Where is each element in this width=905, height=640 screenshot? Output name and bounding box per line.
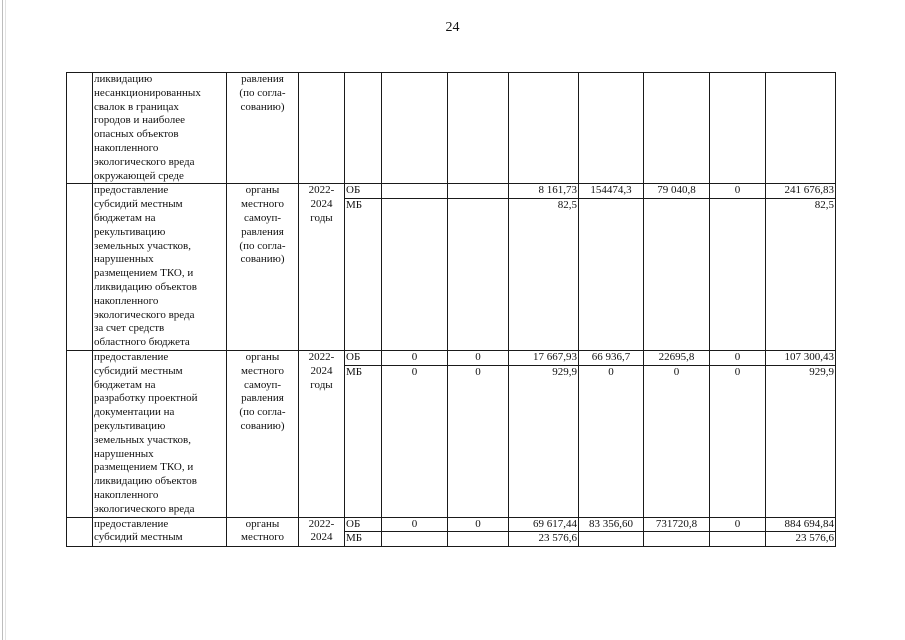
funding-source-cell: ОБ xyxy=(345,517,382,532)
measure-name-cell-line: за счет средств xyxy=(94,322,165,335)
measure-name-cell xyxy=(93,517,227,547)
amount-cell: 8 161,73 xyxy=(509,184,579,199)
table-row xyxy=(67,517,836,532)
measure-name-cell-line: экологического вреда xyxy=(94,155,195,168)
funding-source-cell: МБ xyxy=(345,199,382,351)
executor-cell-line: равления xyxy=(241,225,284,238)
amount-cell: 0 xyxy=(382,517,448,532)
amount-cell: 0 xyxy=(710,184,766,199)
empty-cell xyxy=(766,73,836,184)
measure-name-cell-line: рекультивацию xyxy=(94,419,166,432)
executor-cell-line: самоуп- xyxy=(244,378,281,391)
table-row xyxy=(67,73,836,184)
amount-cell: 731720,8 xyxy=(644,517,710,532)
page-edge-line-inner xyxy=(5,0,6,640)
period-cell-line: 2024 xyxy=(310,531,333,544)
total-amount-cell: 241 676,83 xyxy=(766,184,836,199)
total-amount-cell: 23 576,6 xyxy=(766,532,836,547)
measure-name-cell-line: документации на xyxy=(94,406,175,419)
amount-cell xyxy=(644,199,710,351)
measure-name-cell-line: земельных участков, xyxy=(94,239,191,252)
executor-cell-line: местного xyxy=(241,531,284,544)
executor-cell-line: равления xyxy=(241,392,284,405)
amount-cell: 154474,3 xyxy=(579,184,644,199)
measure-name-cell-line: ликвидацию объектов xyxy=(94,280,197,293)
amount-cell xyxy=(710,532,766,547)
amount-cell: 0 xyxy=(448,517,509,532)
empty-cell xyxy=(382,73,448,184)
measure-name-cell-line: рекультивацию xyxy=(94,225,166,238)
total-amount-cell: 107 300,43 xyxy=(766,350,836,365)
measure-name-cell-line: предоставление xyxy=(94,517,169,530)
executor-cell-line: сованию) xyxy=(240,419,285,432)
amount-cell xyxy=(382,199,448,351)
executor-cell-line: (по согла- xyxy=(239,86,286,99)
measure-name-cell xyxy=(93,73,227,184)
measure-name-cell-line: предоставление xyxy=(94,350,169,363)
measure-name-cell-line: субсидий местным xyxy=(94,198,183,211)
row-number-cell xyxy=(67,350,93,517)
executor-cell-line: органы xyxy=(245,184,280,197)
measure-name-cell-line: размещением ТКО, и xyxy=(94,461,194,474)
amount-cell: 79 040,8 xyxy=(644,184,710,199)
row-number-cell xyxy=(67,517,93,547)
empty-cell xyxy=(509,73,579,184)
page-edge-line xyxy=(2,0,3,640)
amount-cell xyxy=(382,532,448,547)
amount-cell xyxy=(448,532,509,547)
amount-cell: 69 617,44 xyxy=(509,517,579,532)
period-cell xyxy=(299,517,345,547)
amount-cell: 0 xyxy=(644,365,710,517)
period-cell-line: 2022- xyxy=(308,184,335,197)
funding-source-cell: МБ xyxy=(345,365,382,517)
amount-cell: 82,5 xyxy=(509,199,579,351)
table-row xyxy=(67,184,836,199)
measure-name-cell-line: свалок в границах xyxy=(94,100,179,113)
measure-name-cell-line: размещением ТКО, и xyxy=(94,267,194,280)
empty-cell xyxy=(644,73,710,184)
empty-cell xyxy=(448,73,509,184)
executor-cell xyxy=(227,184,299,351)
measure-name-cell-line: окружающей среде xyxy=(94,169,184,182)
period-cell-line: 2024 xyxy=(310,198,333,211)
measure-name-cell-line: предоставление xyxy=(94,184,169,197)
amount-cell: 0 xyxy=(448,350,509,365)
amount-cell xyxy=(448,184,509,199)
measure-name-cell-line: экологического вреда xyxy=(94,308,195,321)
amount-cell xyxy=(579,199,644,351)
measure-name-cell-line: разработку проектной xyxy=(94,392,198,405)
amount-cell: 0 xyxy=(710,365,766,517)
amount-cell: 22695,8 xyxy=(644,350,710,365)
executor-cell-line: сованию) xyxy=(240,253,285,266)
executor-cell-line: местного xyxy=(241,364,284,377)
amount-cell xyxy=(448,199,509,351)
measure-name-cell-line: нарушенных xyxy=(94,447,154,460)
measure-name-cell-line: накопленного xyxy=(94,141,159,154)
amount-cell xyxy=(382,184,448,199)
empty-cell xyxy=(710,73,766,184)
amount-cell xyxy=(644,532,710,547)
amount-cell: 0 xyxy=(710,517,766,532)
table-row xyxy=(67,350,836,365)
measure-name-cell-line: областного бюджета xyxy=(94,336,190,349)
funding-source-cell: ОБ xyxy=(345,184,382,199)
period-cell xyxy=(299,184,345,351)
measure-name-cell xyxy=(93,184,227,351)
executor-cell-line: (по согла- xyxy=(239,239,286,252)
executor-cell-line: местного xyxy=(241,198,284,211)
amount-cell: 83 356,60 xyxy=(579,517,644,532)
measure-name-cell-line: ликвидацию объектов xyxy=(94,475,197,488)
measure-name-cell-line: земельных участков, xyxy=(94,433,191,446)
executor-cell-line: самоуп- xyxy=(244,211,281,224)
amount-cell: 66 936,7 xyxy=(579,350,644,365)
measure-name-cell-line: экологического вреда xyxy=(94,502,195,515)
row-number-cell xyxy=(67,184,93,351)
amount-cell: 23 576,6 xyxy=(509,532,579,547)
executor-cell-line: (по согла- xyxy=(239,406,286,419)
amount-cell: 0 xyxy=(710,350,766,365)
measure-name-cell-line: накопленного xyxy=(94,488,159,501)
budget-table xyxy=(66,72,836,547)
amount-cell xyxy=(710,199,766,351)
measure-name-cell-line: опасных объектов xyxy=(94,128,179,141)
period-cell xyxy=(299,350,345,517)
amount-cell: 17 667,93 xyxy=(509,350,579,365)
measure-name-cell-line: нарушенных xyxy=(94,253,154,266)
row-number-cell xyxy=(67,73,93,184)
amount-cell: 0 xyxy=(382,365,448,517)
period-cell-line: 2022- xyxy=(308,517,335,530)
amount-cell: 0 xyxy=(448,365,509,517)
measure-name-cell-line: городов и наиболее xyxy=(94,114,185,127)
measure-name-cell-line: субсидий местным xyxy=(94,531,183,544)
funding-source-cell: МБ xyxy=(345,532,382,547)
measure-name-cell xyxy=(93,350,227,517)
funding-source-cell: ОБ xyxy=(345,350,382,365)
measure-name-cell-line: накопленного xyxy=(94,294,159,307)
period-cell-line: годы xyxy=(310,378,333,391)
amount-cell xyxy=(579,532,644,547)
amount-cell: 0 xyxy=(579,365,644,517)
executor-cell-line: органы xyxy=(245,517,280,530)
total-amount-cell: 929,9 xyxy=(766,365,836,517)
measure-name-cell-line: бюджетам на xyxy=(94,378,156,391)
period-cell xyxy=(299,73,345,184)
total-amount-cell: 884 694,84 xyxy=(766,517,836,532)
measure-name-cell-line: бюджетам на xyxy=(94,211,156,224)
executor-cell xyxy=(227,350,299,517)
measure-name-cell-line: несанкционированных xyxy=(94,86,201,99)
amount-cell: 929,9 xyxy=(509,365,579,517)
empty-cell xyxy=(345,73,382,184)
page-number: 24 xyxy=(445,20,460,35)
total-amount-cell: 82,5 xyxy=(766,199,836,351)
executor-cell xyxy=(227,517,299,547)
executor-cell-line: равления xyxy=(241,73,284,85)
amount-cell: 0 xyxy=(382,350,448,365)
empty-cell xyxy=(579,73,644,184)
measure-name-cell-line: субсидий местным xyxy=(94,364,183,377)
period-cell-line: 2024 xyxy=(310,364,333,377)
period-cell-line: 2022- xyxy=(308,350,335,363)
executor-cell-line: сованию) xyxy=(240,100,285,113)
executor-cell xyxy=(227,73,299,184)
executor-cell-line: органы xyxy=(245,350,280,363)
measure-name-cell-line: ликвидацию xyxy=(94,73,153,85)
period-cell-line: годы xyxy=(310,211,333,224)
